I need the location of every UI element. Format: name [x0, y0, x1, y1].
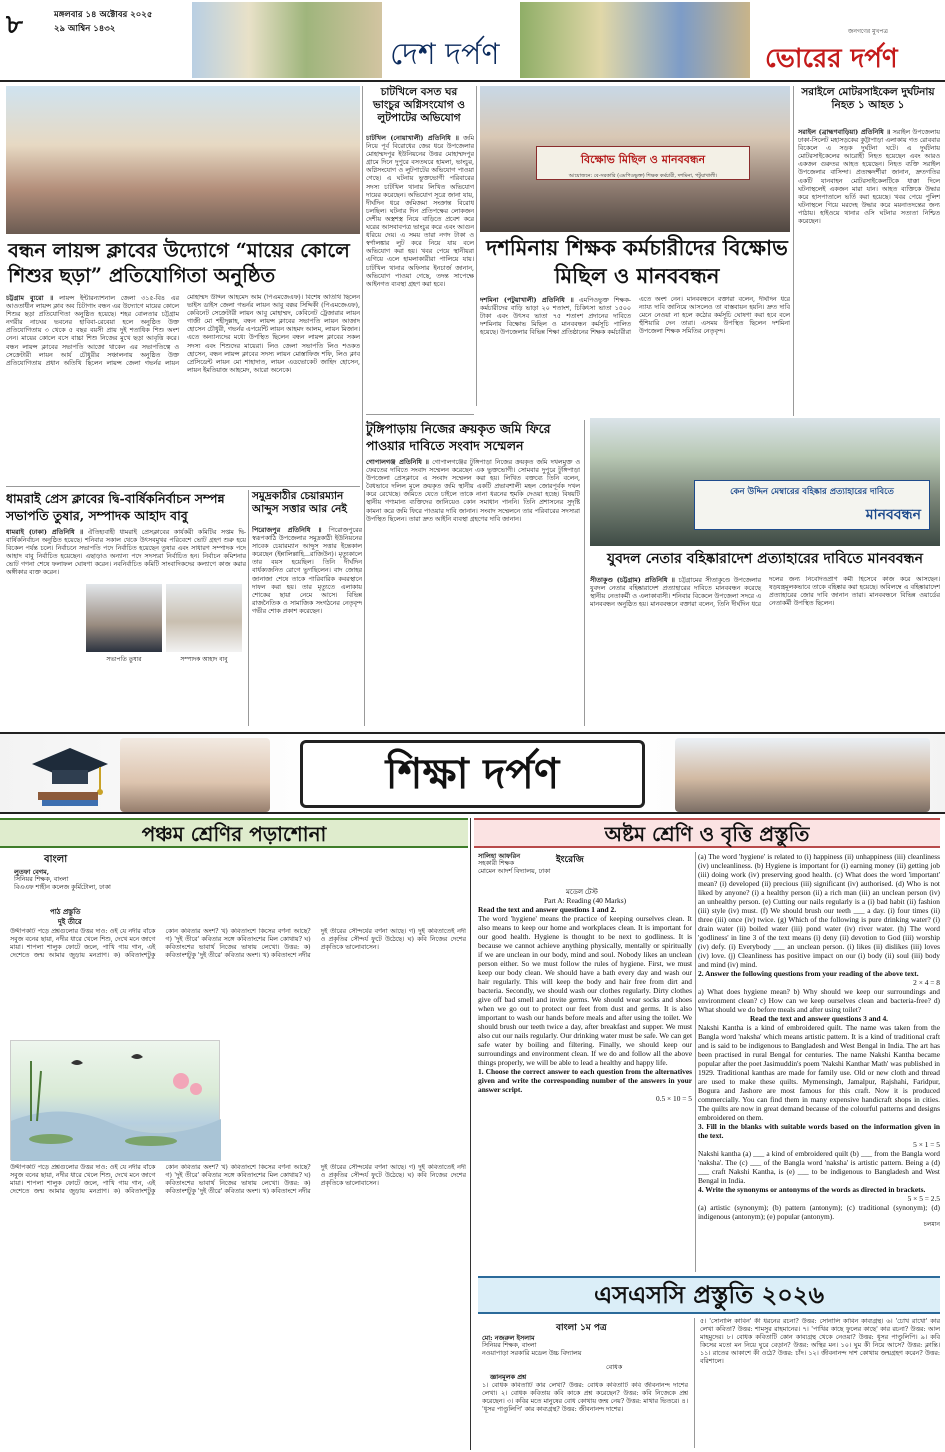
motorcycle-body-text: সরাইল উপজেলায় ঢাকা-সিলেট মহাসড়কের কুট্টাপাড়া এলাকায় গত রোববার বিকেলে এ সড়ক দুর্ঘটনা ঘটে। এ দুর্ঘটনায় মোটরসাইকেলের আরোহী নিহত হয়েছেন এবং আরও একজন গুরুতর আহত হয়েছেন। নিহত ব্যক্তি সরাইল উপজেলার বাসিন্দা। প্রত্যক্ষদর্শীরা জানান, দ্রুতগতির একটি যানবাহন মোটরসাইকেলটিকে ধাক্কা দিলে ঘটনাস্থলেই একজন মারা যান। আহত ব্যক্তিকে উদ্ধার করে হাসপাতালে ভর্তি করা হয়েছে। খবর পেয়ে পুলিশ ঘটনাস্থলে গিয়ে মরদেহ উদ্ধার করে ময়নাতদন্তের জন্য পাঠায়। হাইওয়ে থানার ওসি ঘটনার সত্যতা নিশ্চিত করেছেন। — [798, 129, 940, 226]
class-eight-test: মডেল টেস্ট — [566, 888, 598, 896]
lions-byline: চট্টগ্রাম ব্যুরো ॥ — [6, 294, 54, 302]
ssc-body-left — [482, 1382, 688, 1448]
class-eight-title: অষ্টম শ্রেণি ও বৃত্তি প্রস্তুতি — [604, 822, 810, 846]
fire-byline: চাটখিল (নোয়াখালী) প্রতিনিধি ॥ — [366, 134, 459, 142]
press-headline: টুঙ্গিপাড়ায় নিজের ক্রয়কৃত জমি ফিরে পাওয়ার দাবিতে সংবাদ সম্মেলন — [366, 421, 551, 453]
class-five-lesson: পাঠ প্রস্তুতি — [50, 908, 81, 916]
header-rule — [0, 80, 945, 82]
column-divider — [476, 86, 477, 406]
ssc-header — [478, 1276, 940, 1314]
english-column-2 — [698, 852, 940, 1272]
jubo-body — [590, 576, 940, 726]
dhamrai-portraits — [86, 584, 244, 664]
class-five-author-block — [14, 868, 164, 902]
class-five-author-role: সিনিয়র শিক্ষক, বাংলা — [14, 876, 69, 884]
nakshi-passage: Nakshi Kantha is a kind of embroidered quilt. The name was taken from the Bangla word 'naksha' which means artistic pattern. It is a kind of traditional craft and is said to be indigenous to Bangladesh and West Bengal in India. The art has been practised in rural Bengal for centuries. The name Nakshi Kantha became popular after the poet Jasimuddin's poem 'Nakshi Kanthar Math' was published in 1929. Traditional kanthas are made for family use. Old or new cloth and thread are used to make these quilts. Mymensingh, Jamalpur, Rajshahi, Faridpur, Bogura and Jashore are most famous for this craft. Now it is produced commercially. You can find them in many expensive handicraft shops in cities. The quilts are now in great demand because of the colourful patterns and designs embroidered on them. — [698, 1023, 940, 1122]
dashmina-headline: দশমিনায় শিক্ষক কর্মচারীদের বিক্ষোভ মিছিল ও মানববন্ধন — [486, 235, 788, 288]
portrait-president — [86, 584, 162, 652]
class-five-answers — [10, 1164, 466, 1450]
chairman-headline: সমুদ্রকাঠীর চেয়ারম্যান আব্দুস সত্তার আর নেই — [252, 490, 347, 515]
question-4-marks: 5 × 5 = 2.5 — [907, 1194, 940, 1203]
class-five-answers-text: উদ্দীপকটি পড়ে প্রশ্নগুলোর উত্তর দাও: ওই যে নদীর বাঁকে সবুজ বনের ছায়া, নদীর ধারে খেলে শিশু, দেখে মনে জাগে মায়া। শাপলা শালুক ফোটে জলে, পাখি গায় গান, এই দেশেতে জন্ম আমার জুড়ায় মনপ্রাণ। ক) কবিতাংশটুকু কোন কবিতার অংশ? খ) কবিতাংশে কিসের বর্ণনা আছে? গ) 'দুই তীরে' কবিতার সঙ্গে কবিতাংশের মিল কোথায়? ঘ) কবিতাংশের ভাবার্থ নিজের ভাষায় লেখো। উত্তর: ক) কবিতাংশটুকু 'দুই তীরে' কবিতার অংশ। খ) কবিতাংশে নদীর দুই তীরের সৌন্দর্যের বর্ণনা আছে। গ) দুই কবিতাতেই নদী ও প্রকৃতির সৌন্দর্য ফুটে উঠেছে। ঘ) কবি নিজের দেশের প্রকৃতিকে ভালোবাসেন। — [10, 1164, 466, 1196]
read-heading-2: Read the text and answer questions 3 and 4. — [749, 1014, 889, 1023]
question-2: 2. Answer the following questions from your reading of the above text. — [698, 969, 919, 978]
question-2-marks: 2 × 4 = 8 — [913, 978, 940, 987]
press-body — [366, 458, 580, 720]
class-eight-author-school: মোমেন আদর্শ বিদ্যালয়, ঢাকা — [478, 868, 551, 876]
banner-students-left — [120, 738, 270, 812]
ssc-body-right — [700, 1318, 940, 1448]
question-1-options: (a) The word 'hygiene' is related to (i) happiness (ii) unhappiness (iii) cleanliness (iv) uncleanliness. (b) Hygiene is important for (i) earning money (ii) getting job (iii) doing work (iv) preserving good health. (c) What does the word 'important' mean? (i) developed (ii) precious (iii) significant (iv) authorised. (d) Who is not liked by anyone? (i) a healthy person (ii) a rich man (iii) an unclean person (iv) an unhealthy person. (e) Cutting our nails regularly is a (i) bad habit (ii) fashion (iii) style (iv) must. (f) We should brush our teeth ___ a day. (i) four times (ii) three (iii) once (iv) twice. (g) Which of the following is pure drinking water? (i) drain water (ii) boiled water (iii) pond water (iv) river water. (h) The word 'godliness' in line 3 of the text means (i) deny (ii) devotion to God (iii) worship (iv) defy. (i) Everybody ___ an unclean person. (i) likes (ii) dislikes (iii) loves (iv) love. (j) Cleanliness has positive impact on our (i) body (ii) soul (iii) body and mind (iv) mind. — [698, 852, 940, 969]
column-divider — [364, 490, 365, 726]
ssc-body-right-text: ৫। 'সোনালি কাবিন' কী ধরনের রচনা? উত্তর: সোনালি কাবিন কাব্যগ্রন্থ। ৬। 'চোখ রাখো' কার লেখা কবিতা? উত্তর: শামসুর রাহমানের। ৭। 'পাখির কাছে ফুলের কাছে' কার রচনা? উত্তর: আল মাহমুদের। ৮। বোধক কবিতাটি কোন কাব্যগ্রন্থ থেকে নেওয়া? উত্তর: ধূসর পাণ্ডুলিপি। ৯। কবি কিসের মতো মন নিয়ে ঘুরে বেড়ান? উত্তর: অস্থির মন। ১০। ঘুম কী নিয়ে আসে? উত্তর: ক্লান্তি। ১১। রাতের আকাশে কী ওঠে? উত্তর: চাঁদ। ১২। জীবনানন্দ দাশ কোথায় জন্মগ্রহণ করেন? উত্তর: বরিশালে। — [700, 1318, 940, 1366]
class-eight-subject: ইংরেজি — [556, 855, 584, 865]
chairman-body — [252, 526, 362, 726]
press-byline: গোপালগঞ্জ প্রতিনিধি ॥ — [366, 458, 429, 466]
ssc-body-left-text: ১। বোধক কবিতাটি কার লেখা? উত্তর: বোধক কবিতাটি কবি জীবনানন্দ দাশের লেখা। ২। বোধক কবিতায় কবি কাকে প্রশ্ন করেছেন? উত্তর: কবি নিজেকে প্রশ্ন করেছেন। ৩। কবির মতে মানুষের বোধ কোথায় জন্ম নেয়? উত্তর: মাথার ভিতরে। ৪। 'ধূসর পাণ্ডুলিপি' কার কাব্যগ্রন্থ? উত্তর: জীবনানন্দ দাশের। — [482, 1382, 688, 1414]
date-line-1: মঙ্গলবার ১৪ অক্টোবর ২০২৫ — [54, 10, 153, 20]
question-3-marks: 5 × 1 = 5 — [913, 1140, 940, 1149]
chairman-byline: পিরোজপুর প্রতিনিধি ॥ — [252, 526, 322, 534]
fire-body-text: জমি নিয়ে পূর্ব বিরোধের জের ধরে উপজেলার মোহাম্মদপুর ইউনিয়নের উত্তর মোহাম্মদপুর গ্রামে দিনে দুপুরে বসতঘরে হামলা, ভাংচুর, অগ্নিসংযোগ ও লুটপাটের অভিযোগ পাওয়া গেছে। এ ঘটনায় ভুক্তভোগী পরিবারের সদস্য চাটখিল থানায় লিখিত অভিযোগ দায়ের করেছেন। অভিযোগ সূত্রে জানা যায়, দীর্ঘদিন ধরে জমিজমা সংক্রান্ত বিরোধ চলছিল। ঘটনার দিন প্রতিপক্ষের লোকজন দেশীয় অস্ত্রশস্ত্র নিয়ে বাড়িতে প্রবেশ করে ঘরের আসবাবপত্র ভাংচুর করে এবং আগুন ধরিয়ে দেয়। এ সময় তারা নগদ টাকা ও স্বর্ণালঙ্কার লুট করে নিয়ে যায় বলে অভিযোগ করা হয়। খবর পেয়ে স্থানীয়রা এগিয়ে এলে হামলাকারীরা পালিয়ে যায়। চাটখিল থানার অফিসার ইনচার্জ জানান, অভিযোগ পাওয়া গেছে, তদন্ত সাপেক্ষে আইনগত ব্যবস্থা গ্রহণ করা হবে। — [366, 135, 474, 288]
dashmina-body — [480, 296, 790, 412]
dhamrai-headline: ধামরাই প্রেস ক্লাবের দ্বি-বার্ষিকনির্বাচন সম্পন্ন সভাপতি তুষার, সম্পাদক আহাদ বাবু — [6, 491, 225, 523]
question-1: 1. Choose the correct answer to each question from the alternatives given and write the corresponding number of the answers in your answer script. — [478, 1067, 692, 1094]
dhamrai-byline: ধামরাই (ঢাকা) প্রতিনিধি ॥ — [6, 528, 84, 536]
dashmina-photo — [480, 86, 790, 232]
jubo-photo — [590, 418, 940, 546]
column-divider — [362, 86, 363, 490]
class-five-author: লুতফা বেগম, — [14, 868, 50, 876]
question-4: 4. Write the synonyms or antonyms of the words as directed in brackets. — [698, 1185, 926, 1194]
dhamrai-body-text: ঐতিহ্যবাহী ধামরাই প্রেসক্লাবের কার্যকরী কমিটির সপ্তম দ্বি-বার্ষিকনির্বাচন অনুষ্ঠিত হয়েছে। শনিবার সকাল থেকে উৎসবমুখর পরিবেশে ভোট গ্রহণ শুরু হয়ে বিকেল পর্যন্ত চলে। নির্বাচনে সভাপতি পদে নির্বাচিত হয়েছেন তুষার এবং সাধারণ সম্পাদক পদে আহাদ বাবু নির্বাচিত হয়েছেন। এছাড়াও অন্যান্য পদে সদস্যরা নির্বাচিত হন। নির্বাচন কমিশনার ভোট গণনা শেষে ফলাফল ঘোষণা করেন। নবনির্বাচিত কমিটি সাংবাদিকদের কল্যাণে কাজ করার অঙ্গীকার ব্যক্ত করেন। — [6, 529, 246, 577]
education-banner-title: শিক্ষা দর্পণ — [300, 740, 645, 808]
column-divider — [695, 852, 696, 1272]
nature-illustration-svg — [11, 1041, 221, 1161]
education-banner — [0, 732, 945, 814]
ssc-author-role: সিনিয়র শিক্ষক, বাংলা — [482, 1342, 537, 1350]
ssc-author-block — [482, 1334, 682, 1358]
lions-body — [6, 294, 360, 484]
class-five-title: পঞ্চম শ্রেণির পড়াশোনা — [141, 822, 327, 846]
dashmina-banner-text: বিক্ষোভ মিছিল ও মানববন্ধন — [580, 153, 706, 166]
column-divider — [584, 420, 585, 726]
hygiene-passage: The word 'hygiene' means the practice of keeping ourselves clean. It also means to keep our home and workplaces clean. It is important for our good health. Hygiene is thought to be next to godliness. It is because we cannot achieve anything physically, mentally or spiritually if we are unclean in our body, mind and soul. Nobody likes an unclean person either. So we must follow the rules of hygiene. First, we must keep our body clean. We should have a bath every day and wash our hair regularly. This will keep the body and hair free from dirt and bacteria. Secondly, we should wash our clothes regularly. Dirty clothes give off bad smell and invite germs. We should wear socks and shoes when we go out to protect our feet from dust and germs. It is also important to wash our hands before meals and after using the toilet. We should brush our teeth twice a day, after breakfast and supper. We must also cut our nails regularly. Our drinking water must be safe. We can get safe water by boiling and filtering. Finally, we should keep our surroundings and environment clean. If we do and follow all the above things properly, we will be able to lead a healthy and happy life. — [478, 914, 692, 1067]
section-title: দেশ দর্পণ — [390, 37, 500, 72]
read-heading-1: Read the text and answer questions 1 and 2. — [478, 905, 617, 914]
jubo-body-text: চট্টগ্রামের সীতাকুণ্ডে উপজেলার যুবদল নেতার বহিষ্কারাদেশ প্রত্যাহারের দাবিতে মানববন্ধন করেছে স্থানীয় নেতাকর্মী ও এলাকাবাসী। শনিবার বিকেলে উপজেলা সদরে এ মানববন্ধন অনুষ্ঠিত হয়। মানববন্ধনে বক্তারা বলেন, তিনি দীর্ঘদিন ধরে দলের জন্য নিবেদিতপ্রাণ কর্মী হিসেবে কাজ করে আসছেন। ষড়যন্ত্রমূলকভাবে তাকে বহিষ্কার করা হয়েছে। অবিলম্বে এ বহিষ্কারাদেশ প্রত্যাহারের জোর দাবি জানান তারা। মানববন্ধনে বিভিন্ন ওয়ার্ডের নেতাকর্মী উপস্থিত ছিলেন। — [590, 576, 940, 609]
question-3-body: Nakshi kantha (a) ___ a kind of embroidered quilt (b) ___ from the Bangla word 'naksha'. The (c) ___ of the Bangla word 'naksha' is artistic pattern. Being a (d) ___ craft Nakshi Kantha, is (e) ___ to be indigenous to Bangladesh and West Bengal in India. — [698, 1149, 940, 1185]
paper-tagline: জনগণের মুখপত্র — [848, 28, 888, 35]
caption-secretary: সম্পাদক আহাদ বাবু — [180, 656, 228, 663]
class-five-subject: বাংলা — [44, 854, 68, 865]
portrait-secretary — [166, 584, 242, 652]
header-photo-strip-left — [192, 2, 382, 78]
fire-headline: চাটখিলে বসত ঘর ভাংচুর অগ্নিসংযোগ ও লুটপাটের অভিযোগ — [373, 86, 465, 124]
ssc-question-heading: জ্ঞানমূলক প্রশ্ন — [490, 1373, 527, 1381]
caption-president: সভাপতি তুষার — [106, 656, 142, 663]
header-photo-strip-right — [520, 2, 750, 78]
jubo-banner — [694, 480, 930, 530]
class-eight-author: সালিহা আফরিন — [478, 852, 521, 860]
class-five-author-school: বিএএফ শাহীন কলেজ কুর্মিটোলা, ঢাকা — [14, 884, 111, 892]
jubo-byline: সীতাকুণ্ড (চট্টগ্রাম) প্রতিনিধি ॥ — [590, 576, 675, 584]
jubo-banner-text-2: মানববন্ধন — [865, 507, 921, 523]
class-eight-author-role: সহকারী শিক্ষক — [478, 860, 515, 868]
motorcycle-headline: সরাইলে মোটরসাইকেল দুর্ঘটনায় নিহত ১ আহত ১ — [801, 86, 935, 111]
dashmina-byline: দশমিনা (পটুয়াখালী) প্রতিনিধি ॥ — [480, 296, 574, 304]
question-3: 3. Fill in the blanks with suitable words based on the information given in the text. — [698, 1122, 940, 1140]
motorcycle-body — [798, 128, 940, 412]
column-divider — [694, 1318, 695, 1448]
part-a-heading: Part A: Reading (40 Marks) — [543, 896, 627, 905]
graduation-cap-icon — [30, 740, 110, 810]
banner-students-right — [675, 738, 930, 812]
masthead — [0, 0, 945, 80]
question-2-body: a) What does hygiene mean? b) Why should we keep our surroundings and environment clean? c) How can we keep ourselves clean and bacteria-free? d) What should we do before meals and after using toilet? — [698, 987, 940, 1014]
ssc-section: বোধক — [606, 1363, 623, 1371]
dashmina-banner-subtext: আয়োজনে: বে-সরকারি (এমপিওভুক্ত) শিক্ষক কর্মচারী, দশমিনা, পটুয়াখালী। — [568, 173, 718, 179]
continue-label: চলমান — [923, 1222, 940, 1228]
ssc-author: মো: নজরুল ইসলাম — [482, 1334, 535, 1342]
date-line-2: ২৯ আশ্বিন ১৪৩২ — [54, 24, 116, 34]
divider — [6, 486, 360, 487]
lions-club-photo — [6, 86, 360, 234]
jubo-banner-text: কেন উদ্দিন মেম্বারের বহিষ্কার প্রত্যাহারের দাবিতে — [730, 487, 894, 497]
lions-headline: বন্ধন লায়ন্স ক্লাবের উদ্যোগে “মায়ের কোলে শিশুর ছড়া” প্রতিযোগিতা অনুষ্ঠিত — [8, 239, 350, 287]
fire-body — [366, 134, 474, 412]
class-five-body — [10, 928, 466, 1036]
column-divider — [793, 86, 794, 416]
question-1-marks: 0.5 × 10 = 5 — [655, 1094, 692, 1103]
press-body-text: গোপালগঞ্জের টুঙ্গিপাড়া নিজের ক্রয়কৃত জমি দখলমুক্ত ও ফেরতের দাবিতে সংবাদ সম্মেলন করেছেন এক ভুক্তভোগী। সোমবার দুপুরে টুঙ্গিপাড়া উপজেলা প্রেসক্লাবে এ সংবাদ সম্মেলন করা হয়। লিখিত বক্তব্যে তিনি বলেন, বৈধভাবে দলিল মূলে ক্রয়কৃত জমি স্থানীয় একটি প্রভাবশালী মহল জোরপূর্বক দখল করে রেখেছে। জমিতে যেতে চাইলে তাকে নানা ধরনের হুমকি দেওয়া হচ্ছে। বিষয়টি স্থানীয় গণ্যমান্য ব্যক্তিদের জানিয়েও কোন সমাধান পাননি। তিনি প্রশাসনের সুদৃষ্টি কামনা করে জমি ফিরে পাওয়ার দাবি জানান। সংবাদ সম্মেলনে তার পরিবারের সদস্যরা উপস্থিত ছিলেন। তারা দ্রুত আইনি ব্যবস্থা গ্রহণের দাবি জানান। — [366, 459, 580, 523]
ssc-author-school: নওয়াপাড়া সরকারি মডেল উচ্চ বিদ্যালয় — [482, 1350, 582, 1358]
class-eight-author-block — [478, 852, 618, 884]
ssc-subject: বাংলা ১ম পত্র — [556, 1323, 607, 1333]
class-five-body-text: উদ্দীপকটি পড়ে প্রশ্নগুলোর উত্তর দাও: ওই যে নদীর বাঁকে সবুজ বনের ছায়া, নদীর ধারে খেলে শিশু, দেখে মনে জাগে মায়া। শাপলা শালুক ফোটে জলে, পাখি গায় গান, এই দেশেতে জন্ম আমার জুড়ায় মনপ্রাণ। ক) কবিতাংশটুকু কোন কবিতার অংশ? খ) কবিতাংশে কিসের বর্ণনা আছে? গ) 'দুই তীরে' কবিতার সঙ্গে কবিতাংশের মিল কোথায়? ঘ) কবিতাংশের ভাবার্থ নিজের ভাষায় লেখো। উত্তর: ক) কবিতাংশটুকু 'দুই তীরে' কবিতার অংশ। খ) কবিতাংশে নদীর দুই তীরের সৌন্দর্যের বর্ণনা আছে। গ) দুই কবিতাতেই নদী ও প্রকৃতির সৌন্দর্য ফুটে উঠেছে। ঘ) কবি নিজের দেশের প্রকৃতিকে ভালোবাসেন। — [10, 928, 466, 960]
chairman-body-text: পিরোজপুরের স্বরূপকাঠি উপজেলার সমুদ্রকাঠী ইউনিয়নের সাবেক চেয়ারম্যান আব্দুস সত্তার ইন্তেকাল করেছেন (ইন্নালিল্লাহি...রাজিউন)। মৃত্যুকালে তার বয়স হয়েছিল। তিনি দীর্ঘদিন বার্ধক্যজনিত রোগে ভুগছিলেন। বাদ জোহর জানাজা শেষে তাকে পারিবারিক কবরস্থানে দাফন করা হয়। তার মৃত্যুতে এলাকায় শোকের ছায়া নেমে আসে। বিভিন্ন রাজনৈতিক ও সামাজিক সংগঠনের নেতৃবৃন্দ গভীর শোক প্রকাশ করেছেন। — [252, 527, 362, 615]
jubo-headline: যুবদল নেতার বহিষ্কারাদেশ প্রত্যাহারের দাবিতে মানববন্ধন — [607, 551, 923, 567]
column-divider — [248, 490, 249, 726]
class-five-poem: দুই তীরে — [58, 918, 82, 926]
english-column-1 — [478, 896, 692, 1272]
motorcycle-byline: সরাইল (ব্রাহ্মণবাড়িয়া) প্রতিনিধি ॥ — [798, 128, 891, 136]
class-eight-header — [474, 818, 940, 848]
ssc-title: এসএসসি প্রস্তুতি ২০২৬ — [593, 1280, 825, 1309]
dashmina-body-text: এমপিওভুক্ত শিক্ষক-কর্মচারীদের বাড়ি ভাড়া ২০ শতাংশ, চিকিৎসা ভাতা ১৫০০ টাকা এবং উৎসব ভাতা ৭৫ শতাংশ প্রদানের দাবিতে দশমিনায় বিক্ষোভ মিছিল ও মানববন্ধন কর্মসূচি পালিত হয়েছে। উপজেলার বিভিন্ন শিক্ষা প্রতিষ্ঠানের শিক্ষক কর্মচারীরা এতে অংশ নেন। মানববন্ধনে বক্তারা বলেন, দীর্ঘদিন ধরে ন্যায্য দাবি জানিয়ে আসলেও তা বাস্তবায়ন হয়নি। দ্রুত দাবি মেনে নেওয়া না হলে কঠোর কর্মসূচি ঘোষণা করা হবে বলে হুঁশিয়ারি দেন তারা। এসময় উপস্থিত ছিলেন দশমিনা উপজেলা শিক্ষক সমিতির নেতৃবৃন্দ। — [480, 296, 790, 337]
paper-logo: ভোরের দর্পণ — [765, 44, 898, 74]
section-divider — [470, 818, 471, 1450]
lions-body-text: লায়ন্স ইন্টারন্যাশনাল জেলা ৩১৫-বি৪ এর আওতাধীন লায়ন্স ক্লাব অব চিটাগাং বন্ধন এর উদ্যোগে মায়ের কোলে শিশুর ছড়া প্রতিযোগিতা অনুষ্ঠিত হয়েছে। শহর বোলতার চট্টগ্রাম নগরীর নাচঘর ভবনের হাবিবা-রেবেয়া হলে অনুষ্ঠিত উক্ত প্রতিযোগিতায় ৩ থেকে ৫ বছর বয়সী প্রায় দুই শতাধিক শিশু অংশ নেন। মায়ের কোলে বসে বাচ্চা শিশু নিজের মুখে ছড়া আবৃত্তি করে। বন্ধন লায়ন্স ক্লাবের সভাপতি আজো থাকেন এর সভাপতিত্বে ও সেক্রেটারী লায়ন আর্য চৌধুরীর সঞ্চালনায় অনুষ্ঠিত উক্ত প্রতিযোগিতায় প্রধান অতিথি ছিলেন লায়ন্স জেলা গভর্নর লায়ন মোহাম্মদ উদ্দিন আহমেদ আম (পিএমজেএফ)। বিশেষ অতিথি ছিলেন ভাইস ডাইস জেলা গভর্নর লায়ন আবু বক্কর সিদ্দিকী (পিএমজেএফ), কেবিনেট সেক্রেটারী লায়ন আবু মোহাম্মদ, কেবিনেট ট্রেজারার লায়ন গাজী মো শহীদুল্লাহ, বন্ধন লায়ন্স ক্লাবের সভাপতি লায়ন আজাদ হোসেন চৌধুরী, গভর্নর এপয়েন্টি লায়ন আহমদ আলম, লায়ন মিজান। এতে অন্যান্যদের মধ্যে উপস্থিত ছিলেন বন্ধন লায়ন্স ক্লাবের সকল সদস্য এবং শিশুদের মায়েরা। লিও জেলা সভাপতি লিও শওকত হোসেন, বন্ধন লায়ন্স ক্লাবের সদস্য লায়ন মোস্তাফিজ শফি, লিও ক্লাব প্রেসিডেন্ট লায়ন মো শাহাদাত, লায়ন এডভোকেট জাহিদ হোসেন, লায়ন ইমতিয়াজ আহমেদ, আরো অনেকে। — [6, 294, 360, 374]
class-five-header — [0, 818, 468, 848]
divider — [366, 414, 474, 415]
page-number: ৮ — [6, 10, 23, 40]
dashmina-banner — [536, 146, 750, 180]
nature-illustration — [10, 1040, 220, 1160]
question-4-body: (a) artistic (synonym); (b) pattern (antonym); (c) traditional (synonym); (d) indigenous (antonym); (e) popular (antonym). — [698, 1203, 940, 1221]
